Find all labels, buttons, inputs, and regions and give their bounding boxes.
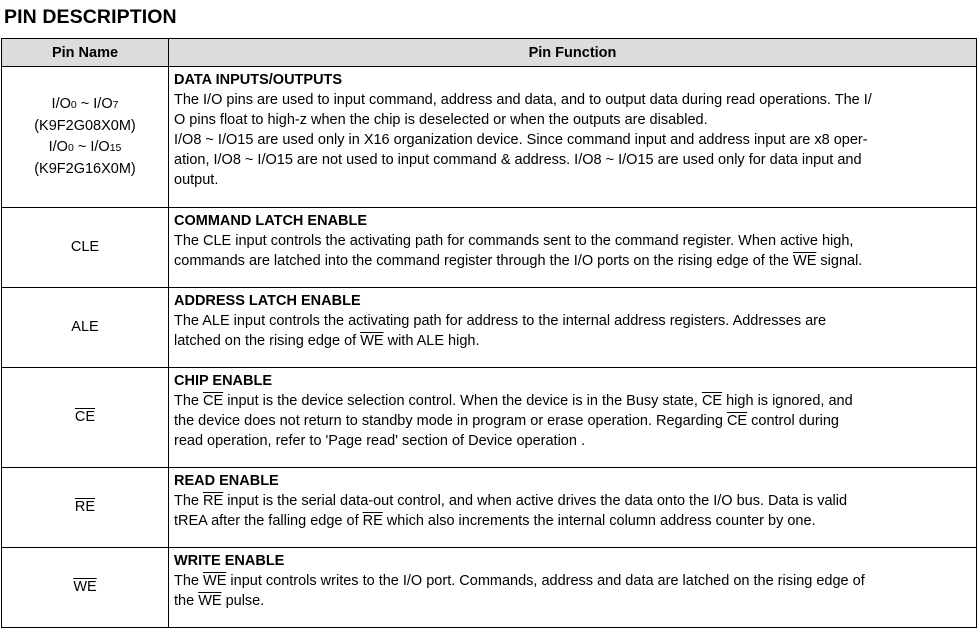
function-line: ation, I/O8 ~ I/O15 are not used to input command & address. I/O8 ~ I/O15 are used only for data input and (174, 152, 862, 168)
function-line: The ALE input controls the activating path for address to the internal address registers. Addresses are (174, 313, 827, 329)
function-line: the device does not return to standby mode in program or erase operation. Regarding $\overline{CE}$ control during (174, 413, 839, 429)
pin-name-cell (2, 368, 169, 468)
function-line: the $\overline{WE}$ pulse. (174, 593, 265, 609)
pin-name-cell: CLE (2, 208, 169, 288)
pin-function-header: Pin Function (169, 39, 977, 67)
pin-name-cell (2, 548, 169, 628)
signal-ce: $\overline{CE}$ (726, 413, 748, 429)
pin-name-cell (2, 468, 169, 548)
signal-ce: $\overline{CE}$ (701, 393, 723, 409)
function-heading: ADDRESS LATCH ENABLE (174, 293, 361, 309)
function-heading: DATA INPUTS/OUTPUTS (174, 72, 343, 88)
pin-name-ce: $\overline{CE}$ (74, 409, 96, 425)
table-row (2, 368, 977, 468)
function-line: The $\overline{CE}$ input is the device selection control. When the device is in the Busy state, $\overline{CE}$ high is ignored, and (174, 393, 853, 409)
function-heading: READ ENABLE (174, 473, 279, 489)
pin-function-cell (169, 288, 977, 368)
pin-name-header: Pin Name (2, 39, 169, 67)
function-line: I/O8 ~ I/O15 are used only in X16 organization device. Since command input and address input are x8 oper- (174, 132, 868, 148)
pin-name-re: $\overline{RE}$ (74, 499, 96, 515)
pin-name-line: (K9F2G08X0M) (34, 118, 136, 134)
signal-we: $\overline{WE}$ (793, 253, 817, 269)
table-row (2, 288, 977, 368)
pin-function-cell (169, 468, 977, 548)
pin-name-cell: ALE (2, 288, 169, 368)
signal-re: $\overline{RE}$ (203, 493, 224, 509)
function-line: The I/O pins are used to input command, address and data, and to output data during read operations. The I/ (174, 92, 872, 108)
pin-description-table (1, 38, 977, 628)
table-header-row (2, 39, 977, 67)
pin-function-cell (169, 67, 977, 208)
pin-name-line: (K9F2G16X0M) (34, 161, 136, 177)
function-line: commands are latched into the command register through the I/O ports on the rising edge of the $\overline{WE}$ signal. (174, 253, 863, 269)
function-heading: COMMAND LATCH ENABLE (174, 213, 368, 229)
table-row (2, 208, 977, 288)
function-heading: WRITE ENABLE (174, 553, 285, 569)
pin-function-cell (169, 368, 977, 468)
pin-function-cell (169, 208, 977, 288)
pin-name-line: I/O0 ~ I/O15 (48, 139, 122, 155)
function-line: tREA after the falling edge of $\overline{RE}$ which also increments the internal column address counter by one. (174, 513, 816, 529)
function-line: output. (174, 172, 219, 188)
pin-function-cell (169, 548, 977, 628)
function-heading: CHIP ENABLE (174, 373, 273, 389)
table-row (2, 67, 977, 208)
function-line: latched on the rising edge of $\overline{WE}$ with ALE high. (174, 333, 480, 349)
signal-we: $\overline{WE}$ (203, 573, 227, 589)
signal-we: $\overline{WE}$ (360, 333, 384, 349)
page-title: PIN DESCRIPTION (4, 6, 177, 28)
pin-name-line: I/O0 ~ I/O7 (51, 96, 119, 112)
signal-ce: $\overline{CE}$ (203, 393, 224, 409)
signal-we: $\overline{WE}$ (198, 593, 222, 609)
signal-re: $\overline{RE}$ (362, 513, 383, 529)
table-row (2, 468, 977, 548)
function-line: The $\overline{WE}$ input controls writes to the I/O port. Commands, address and data are latched on the rising edge of (174, 573, 865, 589)
table-row (2, 548, 977, 628)
function-line: read operation, refer to 'Page read' section of Device operation . (174, 433, 585, 449)
function-line: The CLE input controls the activating path for commands sent to the command register. When active high, (174, 233, 854, 249)
function-line: O pins float to high-z when the chip is deselected or when the outputs are disabled. (174, 112, 708, 128)
function-line: The $\overline{RE}$ input is the serial data-out control, and when active drives the data onto the I/O bus. Data is valid (174, 493, 848, 509)
pin-name-cell (2, 67, 169, 208)
pin-name-we: $\overline{WE}$ (73, 579, 97, 595)
